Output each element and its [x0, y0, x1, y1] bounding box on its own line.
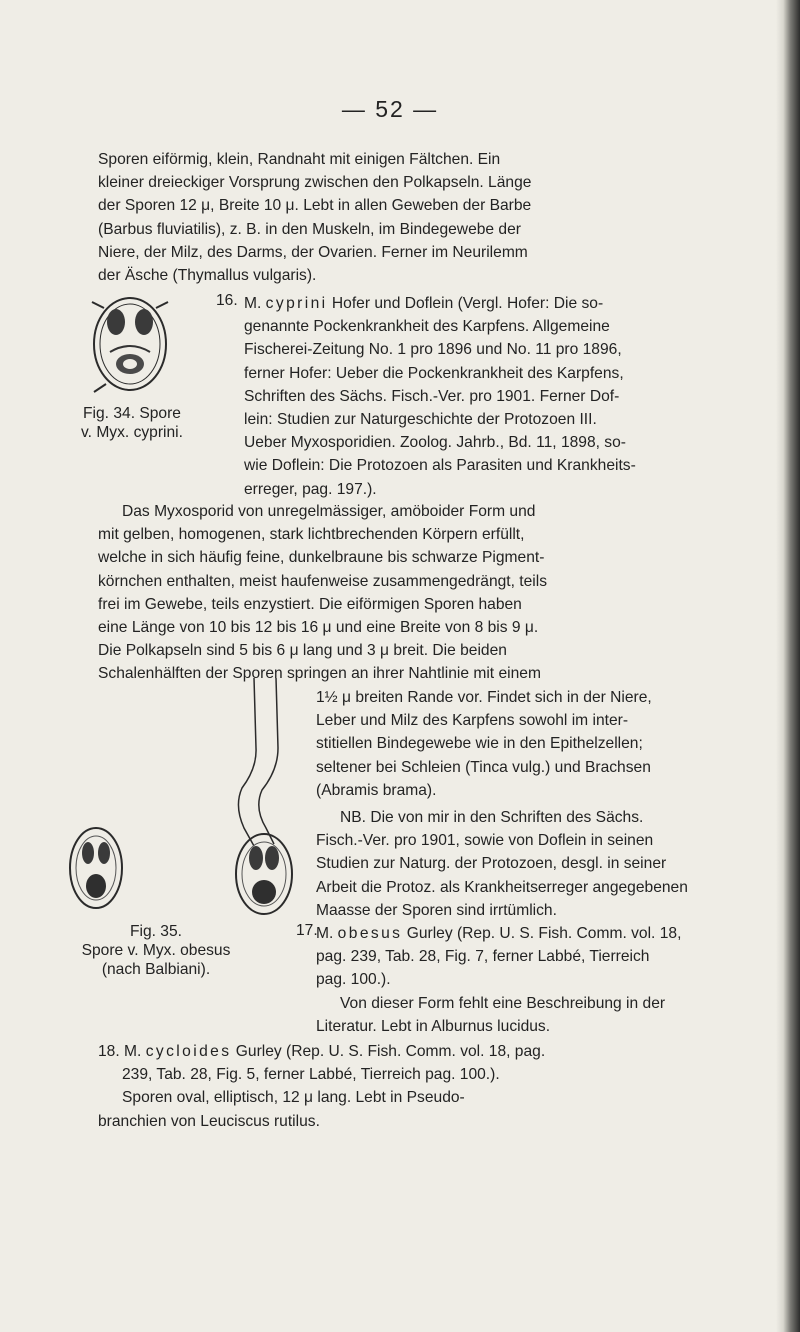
fig35-spore-illustration [66, 678, 296, 918]
text-line: Sporen eiförmig, klein, Randnaht mit einigen Fältchen. Ein [98, 151, 501, 168]
entry-17-number: 17. [296, 922, 318, 939]
fig35-caption: Fig. 35. Spore v. Myx. obesus (nach Balbiani). [81, 923, 231, 978]
text-line: der Äsche (Thymallus vulgaris). [98, 267, 317, 285]
entry-16-body-continued: 1½ μ breiten Rande vor. Findet sich in der Niere, Leber und Milz des Karpfens sowohl im inter- stitiellen Bindegewebe wie in den Epithelzellen; seltener bei Schleien (Tinca vulg.) und Brachsen (Abramis brama). [316, 689, 652, 799]
species-name: cyprini [265, 295, 328, 312]
text-line: der Sporen 12 μ, Breite 10 μ. Lebt in allen Geweben der Barbe [98, 197, 532, 215]
entry-16-number: 16. [216, 292, 238, 309]
page-number: — 52 — [341, 96, 439, 122]
text-line: (Barbus fluviatilis), z. B. in den Muskeln, im Bindegewebe der [98, 220, 521, 238]
species-name: obesus [337, 925, 403, 942]
page-edge-shadow [776, 0, 800, 1332]
text-line: kleiner dreieckiger Vorsprung zwischen den Polkapseln. Länge [98, 174, 532, 192]
intro-paragraph [98, 148, 746, 287]
species-name: cycloides [145, 1043, 232, 1060]
entry-18-number: 18. [98, 1043, 120, 1060]
entry-16-note: NB. Die von mir in den Schriften des Sächs. Fisch.-Ver. pro 1901, sowie von Doflein in seinen Studien zur Naturg. der Protozoen, desgl. in seiner Arbeit die Protoz. als Krankheitserreger angegebenen Maasse der Sporen sind irrtümlich. [316, 809, 688, 919]
entry-18: 18. M. cycloides Gurley (Rep. U. S. Fish. Comm. vol. 18, pag. 239, Tab. 28, Fig. 5, ferner Labbé, Tierreich pag. 100.). Sporen oval, elliptisch, 12 μ lang. Lebt in Pseudo- branchien von Leuciscus rutilus. [98, 1043, 546, 1130]
entry-17: M. obesus Gurley (Rep. U. S. Fish. Comm. vol. 18, pag. 239, Tab. 28, Fig. 7, ferner Labbé, Tierreich pag. 100.). Von dieser Form fehlt eine Beschreibung in der Literatur. Lebt in Alburnus lucidus. [316, 925, 682, 1035]
entry-16-body: Das Myxosporid von unregelmässiger, amöboider Form und mit gelben, homogenen, stark lichtbrechenden Körpern erfüllt, welche in sich häufig feine, dunkelbraune bis schwarze Pigment- körnchen enthalten, meist haufenweise zusammengedrängt, teils frei im Gewebe, teils enzystiert. Die eiförmigen Sporen haben eine Länge von 10 bis 12 bis 16 μ und eine Breite von 8 bis 9 μ. Die Polkapseln sind 5 bis 6 μ lang und 3 μ breit. Die beiden Schalenhälften der Sporen springen an ihrer Nahtlinie mit einem [98, 503, 548, 683]
text-line: Niere, der Milz, des Darms, der Ovarien. Ferner im Neurilemm [98, 243, 528, 261]
entry-16-reference: M. cyprini Hofer und Doflein (Vergl. Hofer: Die so- genannte Pockenkrankheit des Karpfens. Allgemeine Fischerei-Zeitung No. 1 pro 1896 und No. 11 pro 1896, ferner Hofer: Ueber die Pockenkrankheit des Karpfens, Schriften des Sächs. Fisch.-Ver. pro 1901. Ferner Dof- lein: Studien zur Naturgeschichte der Protozoen III. Ueber Myxosporidien. Zoolog. Jahrb., Bd. 11, 1898, so- wie Doflein: Die Protozoen als Parasiten und Krankheits- erreger, pag. 197.). [244, 295, 636, 498]
fig34-spore-illustration [84, 292, 176, 402]
fig34-caption: Fig. 34. Spore v. Myx. cyprini. [81, 405, 183, 441]
